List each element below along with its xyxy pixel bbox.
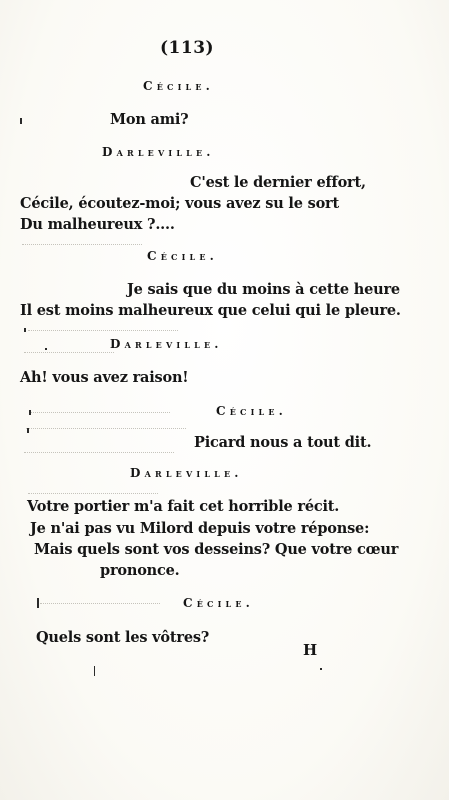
ink-speck [27,428,29,433]
bleed-through-trace [26,428,186,430]
bleed-through-trace [40,603,160,605]
speaker-heading: Darleville. [102,145,215,159]
ink-speck [45,348,47,350]
bleed-through-trace [22,244,142,246]
verse-line: Du malheureux ?.... [20,216,175,233]
ink-speck [320,668,322,670]
speaker-heading: Cécile. [216,404,288,418]
speaker-heading: Cécile. [183,596,255,610]
verse-line: Cécile, écoutez-moi; vous avez su le sort [20,195,339,212]
bleed-through-trace [30,412,170,414]
bleed-through-trace [28,493,158,495]
verse-line: Il est moins malheureux que celui qui le pleure. [20,302,401,319]
verse-line: Quels sont les vôtres? [36,629,210,646]
bleed-through-trace [24,352,114,354]
verse-line: Votre portier m'a fait cet horrible récit. [27,498,340,515]
verse-line: prononce. [100,562,180,579]
speaker-heading: Cécile. [143,79,215,93]
speaker-heading: Cécile. [147,249,219,263]
ink-speck [20,118,22,124]
verse-line: C'est le dernier effort, [190,174,366,191]
verse-line: Picard nous a tout dit. [194,434,372,451]
ink-speck [29,410,31,415]
speaker-heading: Darleville. [110,337,223,351]
bleed-through-trace [28,330,178,332]
verse-line: Mais quels sont vos desseins? Que votre cœur [34,541,399,558]
speaker-heading: Darleville. [130,466,243,480]
verse-line: Je sais que du moins à cette heure [127,281,400,298]
ink-speck [24,328,26,332]
ink-speck [37,598,39,608]
bleed-through-trace [24,452,174,454]
page-number: (113) [160,38,215,58]
verse-line: Mon ami? [110,111,189,128]
verse-line: Ah! vous avez raison! [20,369,189,386]
ink-speck [94,666,95,676]
verse-line: Je n'ai pas vu Milord depuis votre réponse: [30,520,370,537]
signature-mark: H [303,641,318,659]
